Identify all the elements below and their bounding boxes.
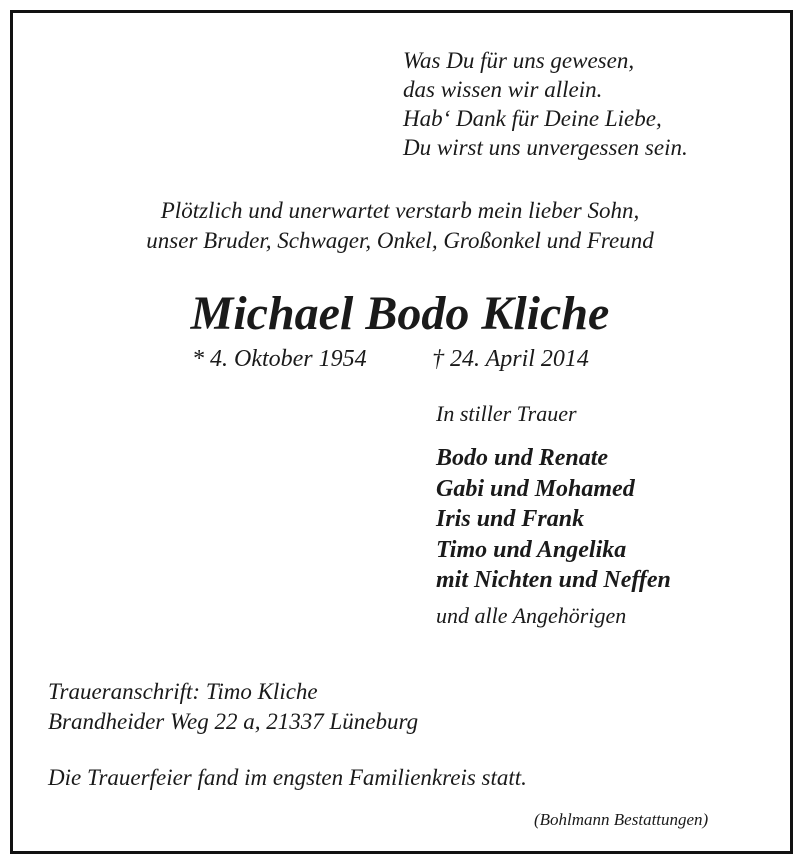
mourner-list	[436, 443, 671, 596]
poem-line: das wissen wir allein.	[403, 77, 603, 102]
intro-line: Plötzlich und unerwartet verstarb mein lieber Sohn,	[160, 198, 640, 223]
mourner-name: Gabi und Mohamed	[436, 475, 635, 502]
deceased-name: Michael Bodo Kliche	[190, 287, 610, 340]
mourning-address	[48, 677, 418, 737]
intro-text	[0, 196, 800, 256]
poem-line: Hab‘ Dank für Deine Liebe,	[403, 106, 662, 131]
mourner-name: Bodo und Renate	[436, 445, 609, 471]
relatives-line: und alle Angehörigen	[436, 603, 627, 628]
address-line: Brandheider Weg 22 a, 21337 Lüneburg	[48, 709, 419, 734]
poem	[403, 46, 688, 162]
mourner-name: Iris und Frank	[436, 506, 585, 532]
mourner-name: mit Nichten und Neffen	[436, 567, 671, 593]
poem-line: Was Du für uns gewesen,	[403, 48, 635, 73]
poem-line: Du wirst uns unvergessen sein.	[403, 135, 688, 160]
birth-date: * 4. Oktober 1954	[192, 346, 367, 372]
mourner-name: Timo und Angelika	[436, 536, 627, 563]
mourning-heading: In stiller Trauer	[436, 401, 577, 426]
ceremony-note: Die Trauerfeier fand im engsten Familienkreis statt.	[48, 765, 527, 790]
address-line: Traueranschrift: Timo Kliche	[48, 679, 318, 704]
death-date: † 24. April 2014	[432, 346, 589, 372]
intro-line: unser Bruder, Schwager, Onkel, Großonkel und Freund	[146, 228, 654, 253]
undertaker-credit: (Bohlmann Bestattungen)	[534, 810, 709, 829]
